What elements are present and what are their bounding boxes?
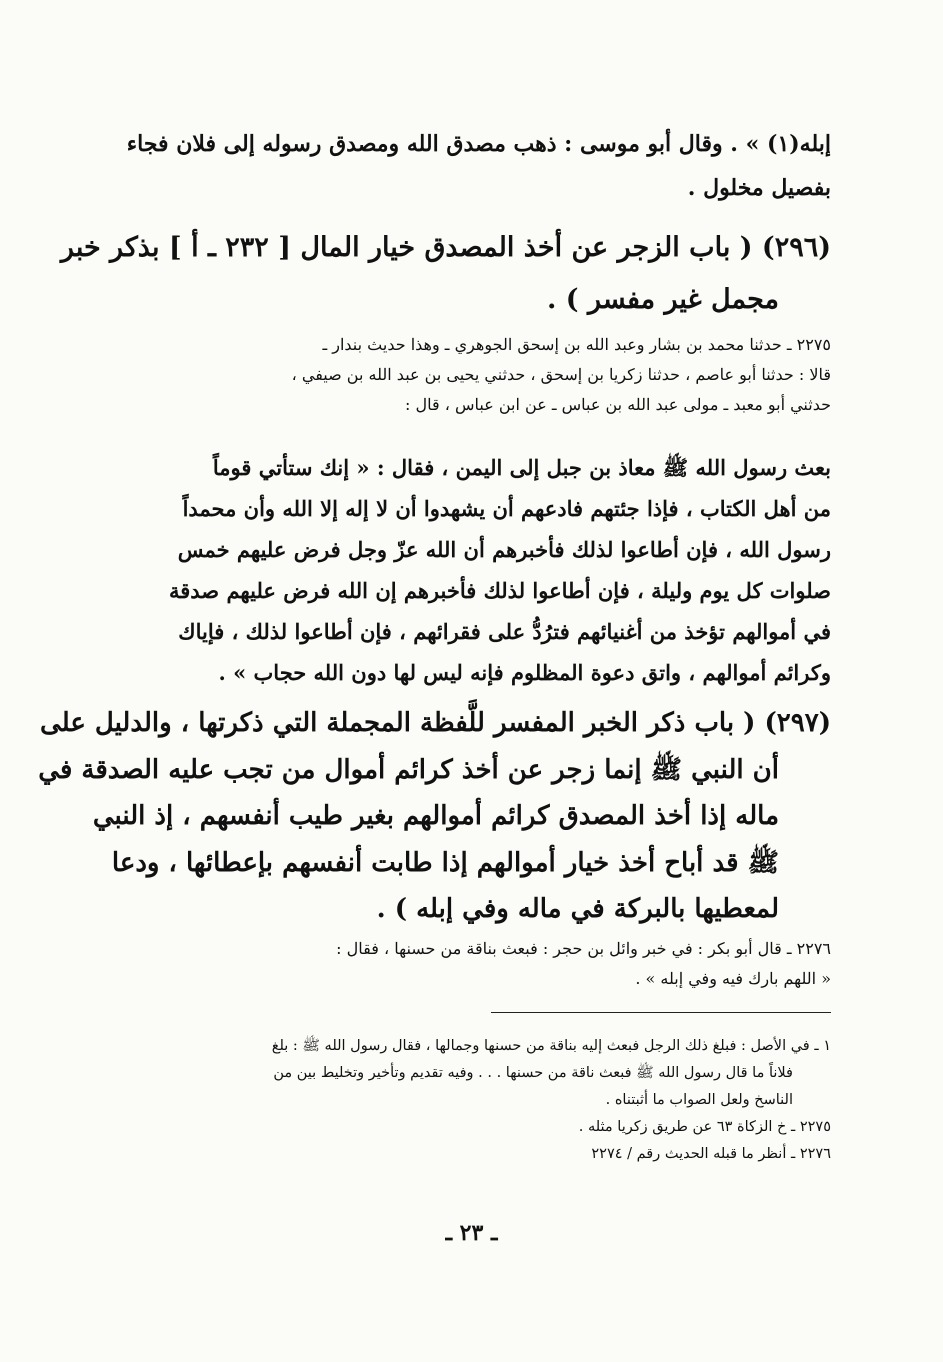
text-line: صلوات كل يوم وليلة ، فإن أطاعوا لذلك فأخبرهم إن الله فرض عليهم صدقة bbox=[168, 578, 831, 603]
hadith-2275-isnad bbox=[141, 330, 831, 420]
heading-line: أن النبي ﷺ إنما زجر عن أخذ كرائم أموال من تجب عليه الصدقة في bbox=[38, 754, 779, 785]
footnote-line: فلاناً ما قال رسول الله ﷺ فبعث ناقة من حسنها . . . وفيه تقديم وتأخير وتخليط بين من bbox=[273, 1065, 793, 1081]
text-line: ٢٢٧٦ ـ قال أبو بكر : في خبر وائل بن حجر : فبعث بناقة من حسنها ، فقال : bbox=[336, 939, 831, 958]
text-line: من أهل الكتاب ، فإذا جئتهم فادعهم أن يشهدوا أن لا إله إلا الله وأن محمداً bbox=[182, 496, 831, 521]
text-line: بفصيل مخلول . bbox=[687, 175, 831, 201]
chapter-heading-296 bbox=[60, 222, 831, 326]
chapter-heading-297 bbox=[38, 700, 831, 933]
hadith-2276 bbox=[141, 934, 831, 994]
text-line: حدثني أبو معبد ـ مولى عبد الله بن عباس ـ عن ابن عباس ، قال : bbox=[405, 395, 831, 414]
text-line: وكرائم أموالهم ، واتق دعوة المظلوم فإنه ليس لها دون الله حجاب » . bbox=[218, 660, 831, 685]
heading-line: (٢٩٧) ( باب ذكر الخبر المفسر للَّفظة المجملة التي ذكرتها ، والدليل على bbox=[40, 708, 831, 738]
text-line: ٢٢٧٥ ـ حدثنا محمد بن بشار وعبد الله بن إسحق الجوهري ـ وهذا حديث بندار ـ bbox=[322, 335, 831, 354]
text-line: « اللهم بارك فيه وفي إبله » . bbox=[635, 969, 831, 988]
page-number: ـ ٢٣ ـ bbox=[445, 1220, 498, 1246]
text-line: قالا : حدثنا أبو عاصم ، حدثنا زكريا بن إسحق ، حدثني يحيى بن عبد الله بن صيفي ، bbox=[291, 365, 831, 384]
heading-line: (٢٩٦) ( باب الزجر عن أخذ المصدق خيار المال [ ٢٣٢ ـ أ ] بذكر خبر bbox=[60, 232, 831, 263]
intro-paragraph bbox=[126, 122, 831, 210]
footnote-line: ١ ـ في الأصل : فبلغ ذلك الرجل فبعث إليه بناقة من حسنها وجمالها ، فقال رسول الله ﷺ : بلغ bbox=[271, 1038, 831, 1054]
text-line: بعث رسول الله ﷺ معاذ بن جبل إلى اليمن ، فقال : « إنك ستأتي قوماً bbox=[212, 455, 831, 480]
heading-line: ماله إذا أخذ المصدق كرائم أموالهم بغير طيب أنفسهم ، إذ النبي bbox=[92, 801, 779, 831]
heading-line: ﷺ قد أباح أخذ خيار أموالهم إذا طابت أنفسهم بإعطائها ، ودعا bbox=[111, 847, 779, 878]
text-line: رسول الله ، فإن أطاعوا لذلك فأخبرهم أن الله عزّ وجل فرض عليهم خمس bbox=[177, 537, 831, 562]
footnote-line: ٢٢٧٥ ـ خ الزكاة ٦٣ عن طريق زكريا مثله . bbox=[578, 1119, 831, 1135]
heading-line: لمعطيها بالبركة في ماله وفي إبله ) . bbox=[376, 894, 779, 924]
footnote-line: الناسخ ولعل الصواب ما أثبتناه . bbox=[605, 1092, 793, 1108]
hadith-2275-matn bbox=[141, 447, 831, 693]
footnotes bbox=[141, 1033, 831, 1168]
text-line: في أموالهم تؤخذ من أغنيائهم فترُدُّ على فقرائهم ، فإن أطاعوا لذلك ، فإياك bbox=[178, 619, 831, 644]
footnote-divider bbox=[491, 1012, 831, 1013]
heading-line: مجمل غير مفسر ) . bbox=[547, 284, 779, 315]
footnote-line: ٢٢٧٦ ـ أنظر ما قبله الحديث رقم / ٢٢٧٤ bbox=[591, 1146, 831, 1162]
text-line: إبله(١) » . وقال أبو موسى : ذهب مصدق الله ومصدق رسوله إلى فلان فجاء bbox=[126, 131, 831, 157]
